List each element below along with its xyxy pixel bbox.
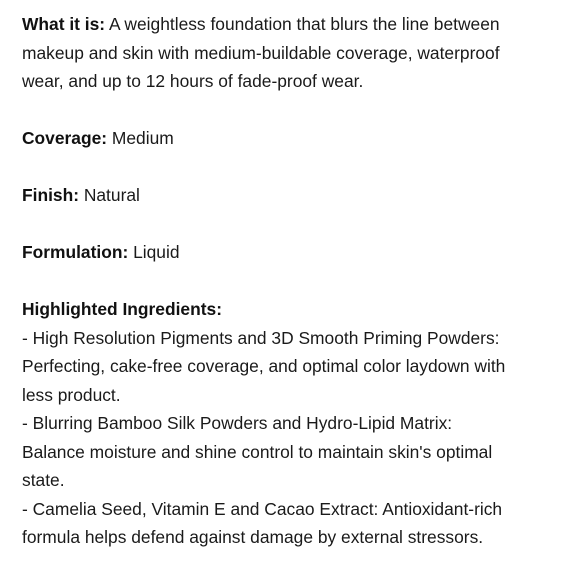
formulation-value: Liquid bbox=[128, 242, 180, 262]
what-it-is-text-2: makeup and skin with medium-buildable coverage, waterproof bbox=[22, 42, 500, 63]
finish-label: Finish: bbox=[22, 185, 79, 205]
ingredient-line-1: - High Resolution Pigments and 3D Smooth Priming Powders: bbox=[22, 327, 500, 348]
highlighted-ingredients-section bbox=[22, 295, 567, 552]
formulation-section bbox=[22, 238, 567, 267]
ingredient-line-5: Balance moisture and shine control to maintain skin's optimal bbox=[22, 441, 493, 462]
what-it-is-section bbox=[22, 10, 567, 96]
product-details bbox=[22, 10, 567, 552]
spacer bbox=[22, 96, 567, 125]
coverage-value: Medium bbox=[107, 128, 174, 148]
what-it-is-text-1: A weightless foundation that blurs the line between bbox=[105, 14, 500, 34]
what-it-is-text-3: wear, and up to 12 hours of fade-proof wear. bbox=[22, 71, 364, 91]
finish-section bbox=[22, 181, 567, 210]
ingredient-line-7: - Camelia Seed, Vitamin E and Cacao Extract: Antioxidant-rich bbox=[22, 498, 503, 519]
formulation-label: Formulation: bbox=[22, 242, 129, 262]
what-it-is-label: What it is: bbox=[22, 14, 106, 34]
spacer bbox=[22, 210, 567, 239]
coverage-label: Coverage: bbox=[22, 128, 108, 148]
ingredient-line-8: formula helps defend against damage by external stressors. bbox=[22, 527, 484, 547]
ingredient-line-2: Perfecting, cake-free coverage, and optimal color laydown with bbox=[22, 356, 506, 376]
highlighted-ingredients-label: Highlighted Ingredients: bbox=[22, 299, 222, 319]
ingredient-line-6: state. bbox=[22, 470, 65, 490]
ingredient-line-3: less product. bbox=[22, 384, 121, 405]
coverage-section bbox=[22, 124, 567, 153]
spacer bbox=[22, 153, 567, 182]
spacer bbox=[22, 267, 567, 296]
ingredient-line-4: - Blurring Bamboo Silk Powders and Hydro-Lipid Matrix: bbox=[22, 413, 453, 433]
finish-value: Natural bbox=[79, 185, 140, 205]
what-it-is-line-1 bbox=[22, 10, 567, 39]
